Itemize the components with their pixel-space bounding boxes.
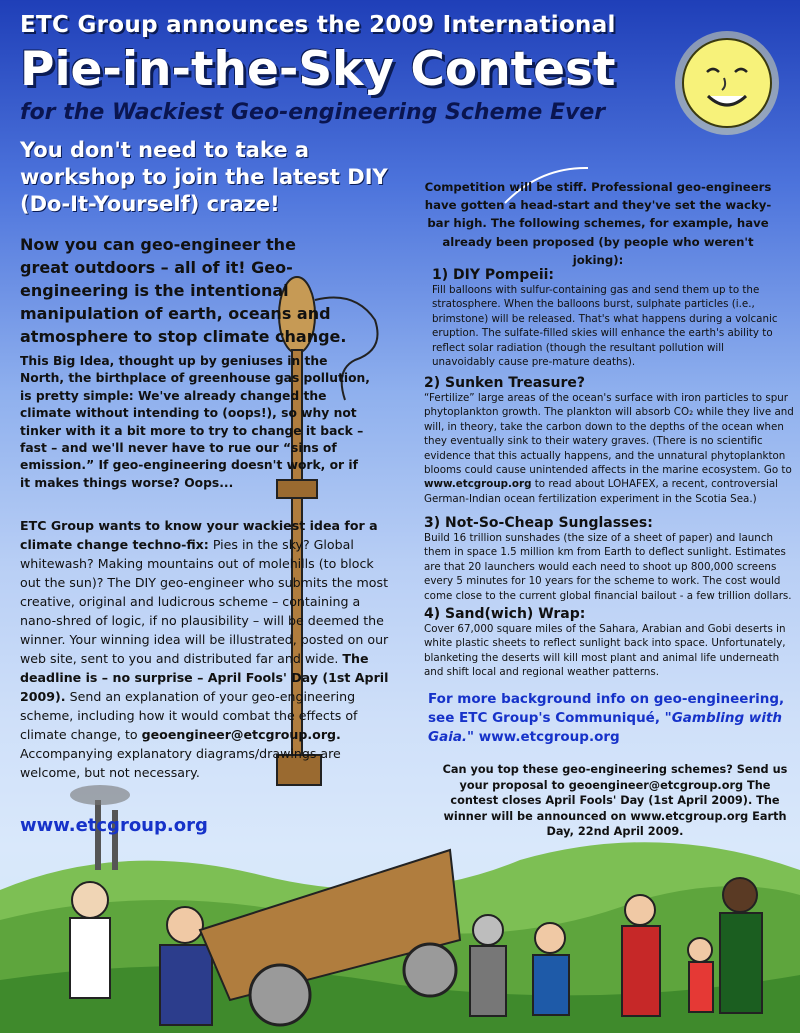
communique-title-link[interactable]: "Gambling with Gaia." (428, 710, 783, 745)
scheme-heading: 2) Sunken Treasure? (424, 375, 585, 391)
scheme-body: Cover 67,000 square miles of the Sahara, Arabian and Gobi deserts in white plastic sheets to reflect sunlight back into space. Unfortunately, blanketing the deserts will kill most plant and animal life underneath and shift local and regional weather patterns. (424, 623, 786, 679)
big-idea-paragraph: This Big Idea, thought up by geniuses in the North, the birthplace of greenhouse gas pollution, is pretty simple: We've already changed the climate without intending to (oops!), so why not tinker with it a bit more to try to change it back – fast – and we'll never have to rue our “sins of emission.” If geo-engineering doesn't work, or if it makes things worse? Oops... (20, 354, 370, 490)
scheme-diy-pompeii (432, 267, 792, 369)
scheme-sunglasses (424, 515, 794, 603)
contest-intro-rest: Pies in the sky? Global whitewash? Making mountains out of molehills (to block out the sun)? The DIY geo-engineer who submits the most creative, original and ludicrous scheme – containing a nano-shred of logic, if no plausibility – will be deemed the winner. Your winning idea will be illustrated, posted on our web site, sent to you and distributed far and wide. (20, 537, 389, 666)
scheme-heading: 3) Not-So-Cheap Sunglasses: (424, 515, 653, 531)
scheme-sunken-treasure (424, 375, 794, 506)
scheme-link[interactable]: www.etcgroup.org (424, 478, 532, 491)
smiling-sun-illustration (672, 28, 782, 138)
intro-paragraph: Now you can geo-engineer the great outdoors – all of it! Geo-engineering is the intentional manipulation of earth, oceans and atmosphere to stop climate change. (20, 235, 347, 346)
scheme-body (424, 391, 794, 506)
contest-intro-bold: ETC Group wants to know your wackiest idea for a climate change techno-fix: (20, 518, 378, 552)
deadline-text: The deadline is – no surprise – April Fools' Day (1st April 2009). (20, 651, 389, 704)
top-these-box: Can you top these geo-engineering schemes? Send us your proposal to geoengineer@etcgroup.org The contest closes April Fools' Day (1st April 2009). The winner will be announced on www.etcgroup.org Earth Day, 22nd April 2009. (442, 763, 788, 838)
scheme-heading: 4) Sand(wich) Wrap: (424, 606, 586, 622)
send-text: Send an explanation of your geo-engineering scheme, including how it would combat the effects of climate change, to (20, 689, 358, 742)
scheme-body-end: to read about LOHAFEX, a recent, controversial German-Indian ocean fertilization experiment in the Scotia Sea.) (424, 478, 779, 505)
contest-subtitle: for the Wackiest Geo-engineering Scheme Ever (20, 100, 606, 125)
closing-text: Accompanying explanatory diagrams/drawings are welcome, but not necessary. (20, 746, 341, 780)
contest-email-link[interactable]: geoengineer@etcgroup.org. (141, 727, 341, 742)
scheme-body: Fill balloons with sulfur-containing gas and send them up to the stratosphere. When the balloons burst, sulphate particles (i.e., brimstone) will be released. That's what happens during a volcanic eruption. The sulfate-filled skies will enhance the earth's ability to reflect solar radiation (though the resultant pollution will unavoidably cause pre-mature deaths). (432, 284, 778, 369)
website-link[interactable]: www.etcgroup.org (20, 815, 208, 836)
scheme-sandwich-wrap (424, 606, 794, 680)
more-info-url[interactable]: www.etcgroup.org (474, 729, 620, 745)
contest-paragraph (20, 516, 392, 782)
more-info (428, 690, 788, 747)
competition-intro: Competition will be stiff. Professional geo-engineers have gotten a head-start and they've set the wacky-bar high. The following schemes, for example, have already been proposed (by people who weren't joking): (424, 180, 772, 267)
more-info-text: For more background info on geo-engineering, see ETC Group's Communiqué, (428, 691, 785, 726)
contest-title: Pie-in-the-Sky Contest (20, 42, 616, 97)
scheme-body-start: “Fertilize” large areas of the ocean's surface with iron particles to spur phytoplankton growth. The plankton will absorb CO₂ while they live and will, in theory, take the carbon down to the depths of the ocean when they eventually sink to their watery graves. (There is no scientific evidence that this actually happens, and the unnatural phytoplankton blooms could cause unintended affects in the marine ecosystem. Go to (424, 392, 794, 477)
header-announce: ETC Group announces the 2009 International (20, 12, 616, 38)
scheme-body: Build 16 trillion sunshades (the size of a sheet of paper) and launch them in space 1.5 million km from Earth to deflect sunlight. Estimates are that 20 launchers would each need to shoot up 800,000 screens every 5 minutes for 10 years for the scheme to work. The cost would come close to the current global financial bailout - a few trillion dollars. (424, 532, 792, 602)
scheme-heading: 1) DIY Pompeii: (432, 267, 555, 283)
lead-headline: You don't need to take a workshop to join the latest DIY (Do-It-Yourself) craze! (20, 138, 388, 216)
